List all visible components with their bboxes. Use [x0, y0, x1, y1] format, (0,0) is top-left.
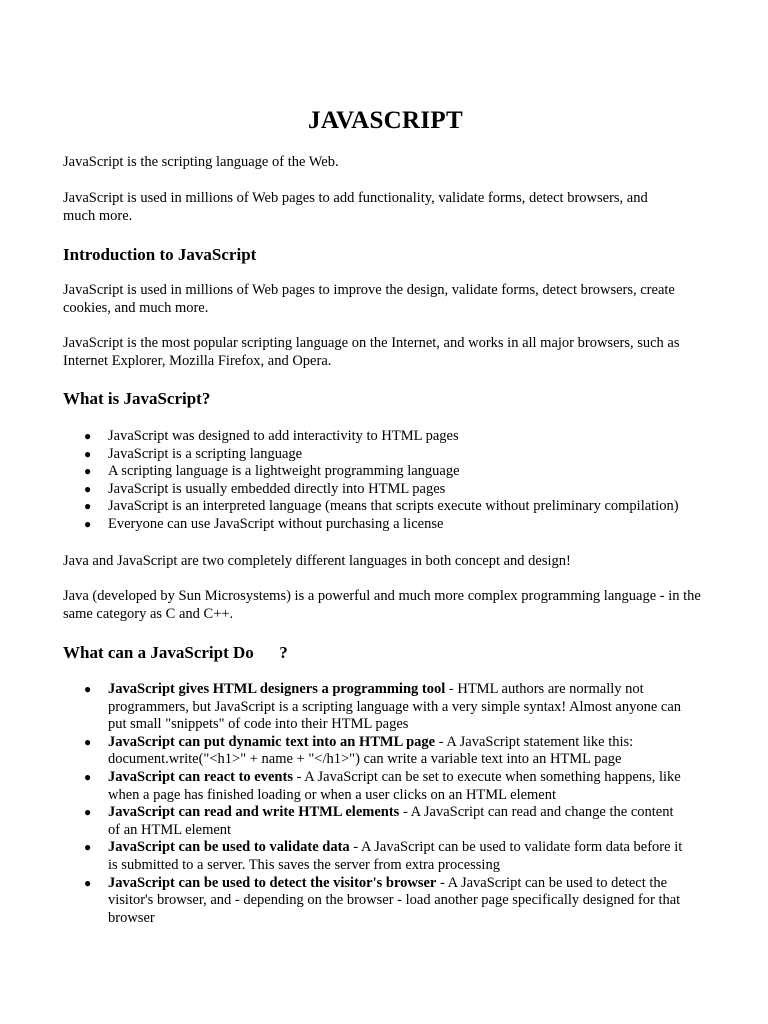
list-item: ● JavaScript can be used to detect the visitor's browser - A JavaScript can be used to detect the visitor's browser, and - depending on the browser - load another page specifically designed for that browser: [84, 874, 681, 926]
list-item: ● Everyone can use JavaScript without purchasing a license: [84, 515, 444, 532]
list-item: ● JavaScript can be used to validate data - A JavaScript can be used to validate form data before it is submitted to a server. This saves the server from extra processing: [84, 839, 683, 873]
intro-paragraph-2: JavaScript is used in millions of Web pages to add functionality, validate forms, detect browsers, and much more.: [63, 190, 648, 224]
section1-paragraph-2: JavaScript is the most popular scripting language on the Internet, and works in all major browsers, such as Internet Explorer, Mozilla Firefox, and Opera.: [63, 335, 680, 369]
bullet-icon: ●: [84, 734, 92, 749]
list-item: ● JavaScript is an interpreted language (means that scripts execute without preliminary compilation): [84, 498, 679, 515]
list-item: ● JavaScript is usually embedded directly into HTML pages: [84, 480, 446, 497]
bullet-icon: ●: [84, 682, 92, 696]
bullet-icon: ●: [84, 805, 92, 820]
list-item: ● A scripting language is a lightweight programming language: [84, 463, 460, 480]
bullet-icon: ●: [84, 429, 92, 443]
list-item: ● JavaScript is a scripting language: [84, 445, 303, 462]
section-heading-introduction: Introduction to JavaScript: [63, 245, 257, 264]
bullet-icon: ●: [84, 516, 92, 531]
what-is-bullet-list: [63, 428, 708, 534]
list-item: ● JavaScript can put dynamic text into an HTML page - A JavaScript statement like this: document.write("<h1>" + name + "</h1>") can write a variable text into an HTML page: [84, 733, 634, 768]
bullet-icon: ●: [84, 481, 92, 496]
bullet-icon: ●: [84, 446, 92, 461]
section2-paragraph-1: Java and JavaScript are two completely different languages in both concept and design!: [63, 553, 571, 569]
list-item: ● JavaScript gives HTML designers a programming tool - HTML authors are normally not programmers, but JavaScript is a scripting language with a very simple syntax! Almost anyone can put small "snippets" of code into their HTML pages: [84, 681, 682, 733]
page-title: JAVASCRIPT: [308, 107, 463, 134]
bullet-icon: ●: [84, 769, 92, 784]
bullet-icon: ●: [84, 840, 92, 855]
bullet-icon: ●: [84, 499, 92, 514]
bullet-icon: ●: [84, 875, 92, 890]
list-item: ● JavaScript can react to events - A JavaScript can be set to execute when something happens, like when a page has finished loading or when a user clicks on an HTML element: [84, 768, 681, 803]
intro-paragraph-1: JavaScript is the scripting language of the Web.: [63, 154, 339, 170]
bullet-icon: ●: [84, 464, 92, 479]
list-item: ● JavaScript was designed to add interactivity to HTML pages: [84, 428, 459, 444]
section2-paragraph-2: Java (developed by Sun Microsystems) is a powerful and much more complex programming language - in the same category as C and C++.: [63, 588, 701, 622]
section1-paragraph-1: JavaScript is used in millions of Web pages to improve the design, validate forms, detect browsers, create cookies, and much more.: [63, 282, 675, 316]
what-can-bullet-list: [63, 681, 683, 927]
section-heading-what-is: What is JavaScript?: [63, 389, 211, 408]
section-heading-what-can: What can a JavaScript Do ?: [63, 643, 288, 662]
list-item: ● JavaScript can read and write HTML elements - A JavaScript can read and change the content of an HTML element: [84, 804, 674, 838]
